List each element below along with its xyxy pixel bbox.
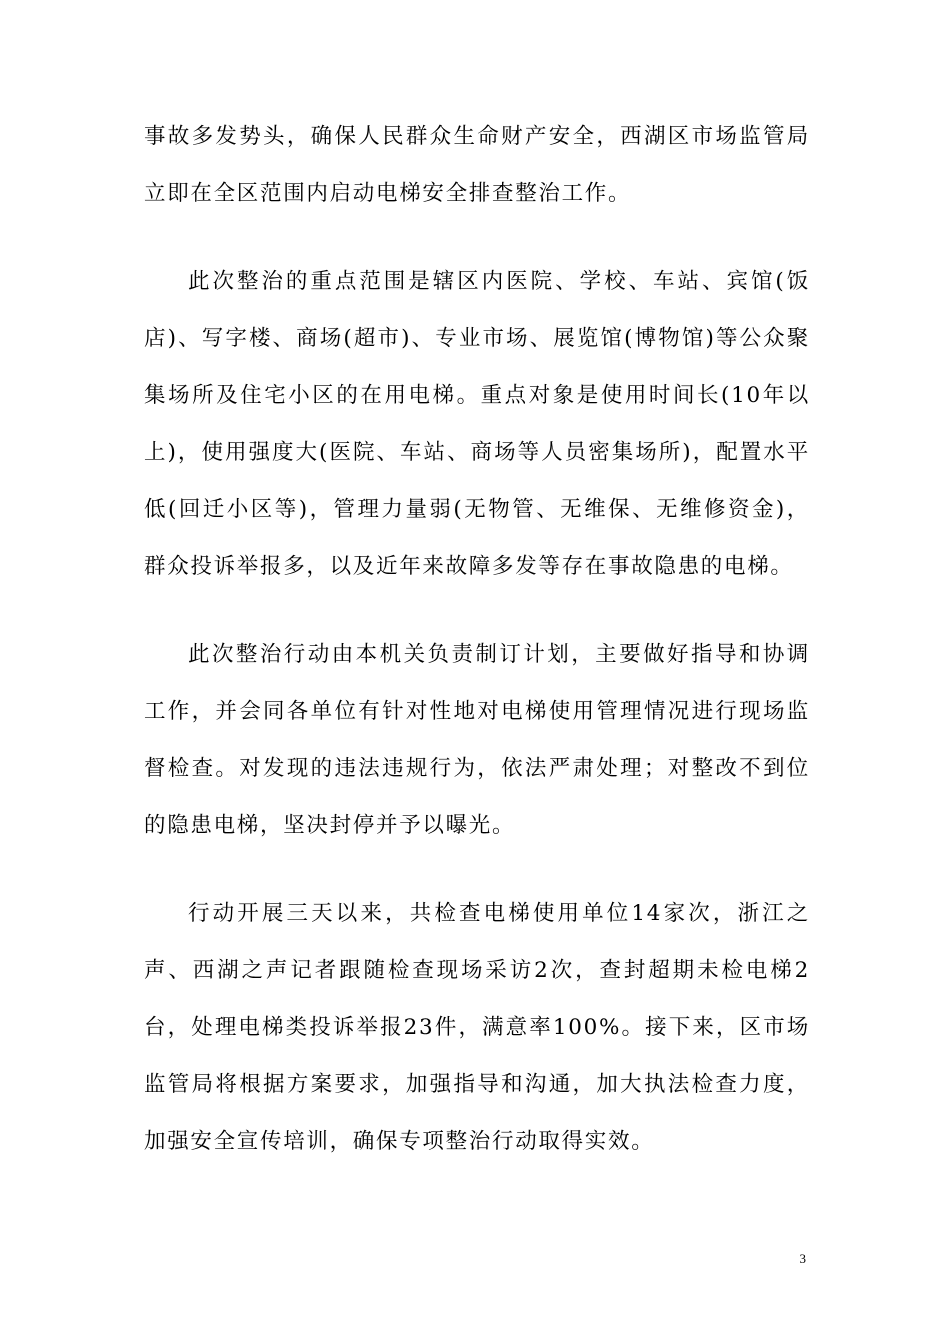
paragraph-intro-continuation: 事故多发势头，确保人民群众生命财产安全，西湖区市场监管局立即在全区范围内启动电梯安全排查整治工作。 [144,124,810,206]
document-body [144,108,810,1201]
paragraph-organization: 此次整治行动由本机关负责制订计划，主要做好指导和协调工作，并会同各单位有针对性地对电梯使用管理情况进行现场监督检查。对发现的违法违规行为，依法严肃处理；对整改不到位的隐患电梯，坚决封停并予以曝光。 [144,642,810,838]
paragraph-scope: 此次整治的重点范围是辖区内医院、学校、车站、宾馆(饭店)、写字楼、商场(超市)、专业市场、展览馆(博物馆)等公众聚集场所及住宅小区的在用电梯。重点对象是使用时间长(10年以上)，使用强度大(医院、车站、商场等人员密集场所)，配置水平低(回迁小区等)，管理力量弱(无物管、无维保、无维修资金)，群众投诉举报多，以及近年来故障多发等存在事故隐患的电梯。 [144,269,810,579]
paragraph-progress: 行动开展三天以来，共检查电梯使用单位14家次，浙江之声、西湖之声记者跟随检查现场采访2次，查封超期未检电梯2台，处理电梯类投诉举报23件，满意率100%。接下来，区市场监管局将根据方案要求，加强指导和沟通，加大执法检查力度，加强安全宣传培训，确保专项整治行动取得实效。 [144,901,810,1154]
page-number: 3 [799,1251,806,1266]
